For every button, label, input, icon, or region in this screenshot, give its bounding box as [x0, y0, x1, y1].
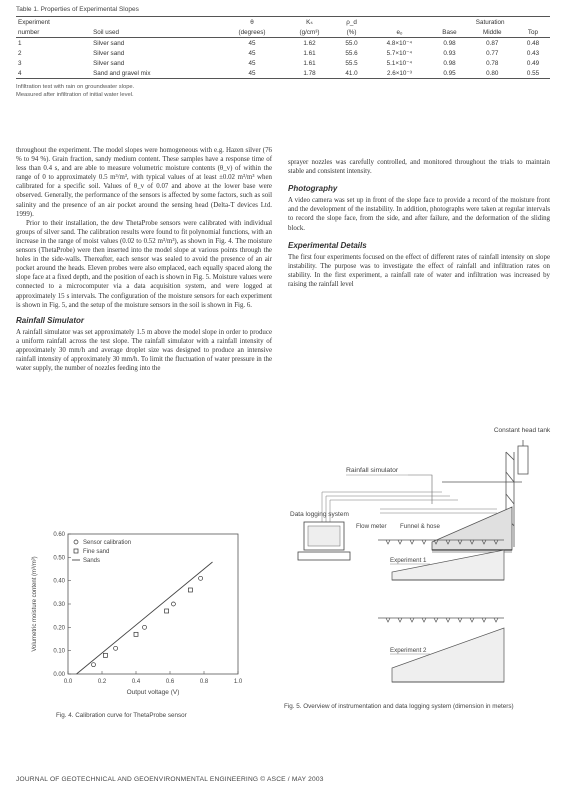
table-header-cell: Soil used	[91, 27, 220, 38]
label-flow-meter: Flow meter	[356, 523, 387, 530]
body-paragraph: The first four experiments focused on the effect of different rates of rainfall intensity on slope instability. The purpose was to investigate the effect of rainfall and infiltration rates on stability. In the first experiment, a rainfall rate of water and infiltration was increased by raising the rainfall level	[288, 253, 550, 289]
legend-label: Sands	[83, 558, 101, 564]
right-column	[288, 158, 550, 289]
table-header-cell: θ	[220, 17, 285, 28]
table-cell: 1.78	[284, 68, 334, 79]
table-cell: 4.8×10⁻⁴	[386, 39, 413, 47]
y-tick-label: 0.50	[53, 555, 65, 562]
x-tick-label: 0.6	[165, 679, 175, 685]
calibration-chart	[26, 522, 256, 712]
body-paragraph: A rainfall simulator was set approximately 1.5 m above the model slope in order to produce a uniform rainfall across the test slope. The rainfall simulator with a rainfall intensity of approximately 30 mm/h and average droplet size was designed to produce an intensive rainfall intensity of approximately 30 mm/h. To limit the fluctuation of water pressure in the water supply, the number of nozzles feeding into the	[16, 328, 272, 373]
data-point-circle	[171, 602, 175, 606]
section-heading: Experimental Details	[288, 240, 367, 250]
y-tick-label: 0.20	[53, 625, 65, 632]
table-cell: Silver sand	[93, 59, 125, 67]
legend-marker	[74, 549, 78, 553]
table-header-cell: (degrees)	[220, 27, 285, 38]
y-tick-label: 0.40	[53, 578, 65, 585]
table-cell: 2	[18, 49, 22, 57]
section-heading: Photography	[288, 184, 338, 194]
table-cell: 0.93	[443, 49, 456, 57]
data-point-circle	[92, 663, 96, 667]
page-footer: JOURNAL OF GEOTECHNICAL AND GEOENVIRONMENTAL ENGINEERING © ASCE / MAY 2003	[16, 776, 324, 783]
table-cell: Silver sand	[93, 49, 125, 57]
label-data-logger: Data logging system	[290, 511, 349, 518]
plot-area	[68, 534, 238, 674]
label-head-tank: Constant head tank	[493, 427, 551, 434]
computer-icon	[298, 522, 350, 560]
table-row	[16, 38, 550, 49]
label-funnel: Funnel & hose	[400, 523, 440, 530]
data-point-circle	[199, 576, 203, 580]
legend-marker	[74, 540, 78, 544]
y-tick-label: 0.30	[53, 602, 65, 608]
body-paragraph: A video camera was set up in front of the slope face to provide a record of the moisture front and the development of the instability. In addition, photographs were taken at regular intervals to record the slope face, from the side, and after failure, and the deformation of the sliding block.	[288, 197, 550, 232]
table-cell: 45	[248, 39, 256, 47]
y-tick-label: 0.00	[53, 672, 65, 678]
table-cell: 45	[220, 68, 285, 79]
table-cell: 55.0	[345, 39, 358, 47]
body-paragraph: Prior to their installation, the dew ThetaProbe sensors were calibrated with individual groups of silver sand. The calibration results were found to fit polynomial functions, with an increase in the range of moist values (0.02 to 0.52 m³/m³), as shown in Fig. 4. The moisture sensors (ThetaProbe) were then inserted into the model slope at various points through the holes in the side-walls. Thereafter, each sensor was sealed to avoid the presence of an air pocket around the heads. Eleven probes were also emplaced, each equally spaced along the slope face at a fixed depth, and the position of each is shown in Fig. 5. Moisture values were connected to a microcomputer via a data acquisition system, and were logged at approximately 15 s intervals. The configuration of the moisture sensors for each experiment is shown in Fig. 5, and the setup of the moisture sensors in the soil is shown in Fig. 6.	[16, 219, 272, 309]
data-point-square	[103, 653, 107, 657]
table-caption: Table 1. Properties of Experimental Slopes	[16, 6, 139, 13]
section-heading: Rainfall Simulator	[16, 315, 85, 325]
table-cell: 0.43	[526, 49, 540, 57]
table-cell: 55.6	[345, 49, 358, 57]
table-cell: 45	[248, 49, 256, 57]
label-experiment-2: Experiment 2	[390, 647, 427, 654]
table-cell: 0.98	[443, 59, 456, 67]
x-axis-label: Output voltage (V)	[126, 689, 180, 696]
x-tick-label: 0.0	[63, 679, 73, 685]
instrumentation-diagram	[282, 412, 554, 738]
data-point-circle	[114, 646, 118, 650]
table-cell: 5.1×10⁻⁴	[386, 59, 413, 67]
left-column	[16, 146, 272, 373]
table-footnote: Measured after infiltration of initial water level.	[16, 92, 134, 98]
body-paragraph: throughout the experiment. The model slopes were homogeneous with e.g. Hazen silver (76 % to 94 %). Grain fraction, sandy medium content. These samples have a response time of less than 0.4 s, and are able to measure volumetric moisture contents (θ_v) of within the range of 0 to approximately 0.5 m³/m³, with typical values of at least ±0.02 m³/m³ when calibrated for a specific soil. Values of θ_v of 0.07 and above at the lower base were observed. Generally, the performance of the sensors is affected by some factors, such as soil salinity and the presence of an air pocket around the sensing head (Delta-T devices Ltd. 1999).	[16, 147, 272, 218]
table-subheader-row	[16, 27, 550, 38]
data-point-square	[165, 609, 169, 613]
legend-label: Fine sand	[83, 549, 110, 555]
data-point-square	[134, 632, 138, 636]
table-cell: 0.78	[486, 59, 499, 67]
table-cell: 0.98	[443, 39, 456, 47]
table-cell: 41.0	[335, 68, 369, 79]
table-row	[16, 58, 550, 68]
x-tick-label: 0.2	[97, 679, 107, 685]
y-tick-label: 0.10	[53, 648, 65, 655]
table-header-cell: number	[16, 27, 91, 38]
table-footnote: Infiltration test with rain on groundwater slope.	[16, 84, 135, 90]
table-cell: Sand and gravel mix	[91, 68, 220, 79]
table-header-cell: Experiment	[16, 17, 91, 28]
legend-label: Sensor calibration	[83, 540, 132, 546]
table-cell: Silver sand	[93, 39, 125, 47]
table-cell: 45	[248, 59, 256, 67]
table-cell: 0.55	[516, 68, 550, 79]
table-cell: 1	[18, 39, 22, 47]
properties-table	[16, 16, 550, 79]
table-header-cell: Middle	[469, 27, 516, 38]
table-cell: 1.61	[303, 59, 316, 67]
table-header-cell: eₒ	[369, 27, 431, 38]
table-header-cell: Saturation	[430, 17, 550, 28]
table-cell: 0.80	[469, 68, 516, 79]
table-cell: 0.48	[526, 39, 540, 47]
table-header-cell	[91, 17, 220, 28]
table-cell: 0.49	[526, 59, 540, 67]
table-header-cell: Base	[430, 27, 468, 38]
label-rainfall-simulator: Rainfall simulator	[346, 467, 399, 474]
table-row	[16, 68, 550, 79]
table-header-row	[16, 17, 550, 28]
table-cell: 1.61	[303, 49, 316, 57]
y-tick-label: 0.60	[53, 532, 65, 538]
table-cell: 3	[18, 59, 22, 67]
x-tick-label: 1.0	[233, 679, 243, 685]
y-axis-label: Volumetric moisture content (m³/m³)	[32, 556, 38, 652]
data-point-circle	[143, 625, 147, 629]
x-tick-label: 0.8	[199, 679, 209, 685]
table-header-cell: ρ_d	[335, 17, 369, 28]
table-cell: 0.95	[430, 68, 468, 79]
table-cell: 1.62	[303, 39, 316, 47]
table-cell: 2.6×10⁻³	[369, 68, 431, 79]
figure-caption: Fig. 5. Overview of instrumentation and data logging system (dimension in meters)	[284, 703, 514, 710]
figure-caption: Fig. 4. Calibration curve for ThetaProbe sensor	[56, 712, 187, 719]
table-cell: 0.87	[486, 39, 499, 47]
x-tick-label: 0.4	[131, 679, 141, 685]
table-cell: 5.7×10⁻⁴	[386, 49, 413, 57]
table-cell: 4	[16, 68, 91, 79]
table-cell: 55.5	[345, 59, 358, 67]
table-header-cell: Top	[516, 27, 550, 38]
data-point-square	[188, 588, 192, 592]
table-row	[16, 48, 550, 58]
label-experiment-1: Experiment 1	[390, 557, 427, 564]
model-slope	[432, 507, 512, 552]
table-header-cell: Kₛ	[284, 17, 334, 28]
table-header-cell: (g/cm³)	[284, 27, 334, 38]
table-cell: 0.77	[486, 49, 499, 57]
body-paragraph: sprayer nozzles was carefully controlled, and monitored throughout the trials to maintain stable and consistent intensity.	[288, 159, 550, 176]
table-header-cell: (%)	[335, 27, 369, 38]
